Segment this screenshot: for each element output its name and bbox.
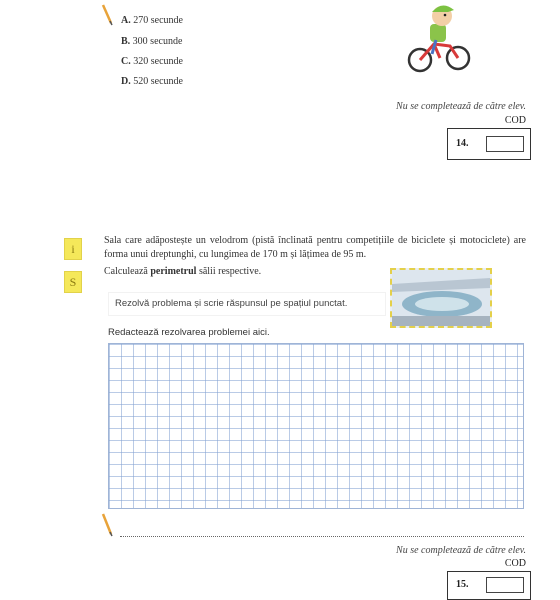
- cod-label: COD: [504, 115, 526, 126]
- info-badge: i: [64, 238, 82, 260]
- cod-label: COD: [504, 558, 526, 569]
- question-number: 15.: [456, 579, 469, 590]
- option-text: 520 secunde: [133, 76, 183, 87]
- pencil-icon: [100, 4, 114, 26]
- option-a[interactable]: [121, 15, 183, 26]
- instruction-hint: Rezolvă problema și scrie răspunsul pe spațiul punctat.: [108, 292, 386, 316]
- grading-note: Nu se completează de către elev.: [396, 545, 526, 556]
- solution-grid[interactable]: [108, 343, 524, 509]
- pencil-icon: [100, 513, 114, 537]
- task-bold: perimetrul: [150, 266, 197, 277]
- option-text: 320 secunde: [133, 56, 183, 67]
- solve-badge: S: [64, 271, 82, 293]
- grading-box: [447, 571, 531, 600]
- option-b[interactable]: [121, 36, 182, 47]
- option-letter: D.: [121, 76, 131, 87]
- work-label: Redactează rezolvarea problemei aici.: [108, 327, 270, 338]
- cyclist-illustration: [400, 0, 476, 76]
- score-box[interactable]: [486, 136, 524, 152]
- option-letter: A.: [121, 15, 131, 26]
- option-c[interactable]: [121, 56, 183, 67]
- option-letter: B.: [121, 36, 131, 47]
- grading-note: Nu se completează de către elev.: [396, 101, 526, 112]
- problem-statement: Sala care adăpostește un velodrom (pistă înclinată pentru competițiile de biciclete și motociclete) are forma unui dreptunghi, cu lungimea de 170 m și lățimea de 95 m.: [104, 235, 526, 260]
- option-letter: C.: [121, 56, 131, 67]
- task-suffix: sălii respective.: [196, 266, 262, 277]
- answer-line[interactable]: [120, 535, 524, 537]
- velodrome-photo: [390, 268, 492, 328]
- option-d[interactable]: [121, 76, 183, 87]
- question-number: 14.: [456, 138, 469, 149]
- option-text: 300 secunde: [132, 36, 183, 47]
- task-prefix: Calculează: [104, 266, 151, 277]
- score-box[interactable]: [486, 577, 524, 593]
- option-text: 270 secunde: [133, 15, 183, 26]
- grading-box: [447, 128, 531, 160]
